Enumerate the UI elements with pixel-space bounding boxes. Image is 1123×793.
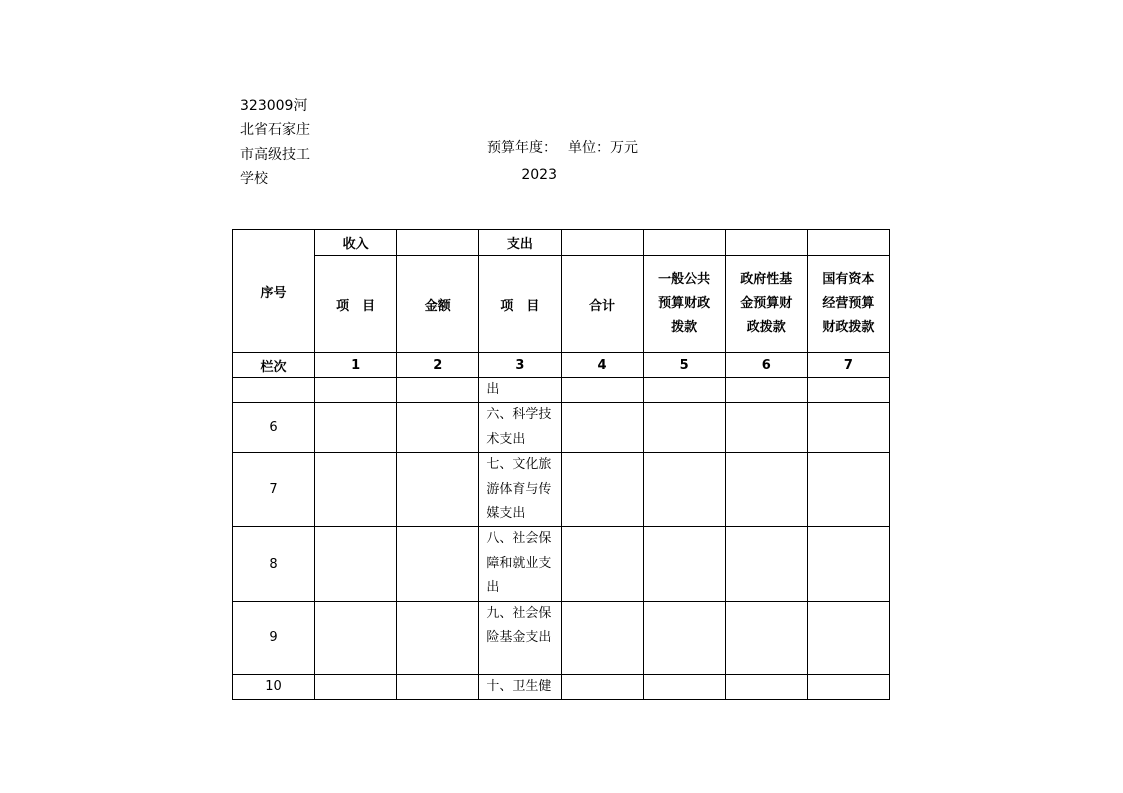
row-state-capital bbox=[807, 601, 889, 674]
row-general-public bbox=[643, 674, 725, 699]
row-exp-item: 六、科学技术支出 bbox=[479, 403, 561, 453]
row-state-capital bbox=[807, 378, 889, 403]
row-income-item bbox=[315, 378, 397, 403]
table-row bbox=[233, 453, 890, 527]
header-income-item: 项 目 bbox=[315, 256, 397, 353]
header-income-group: 收入 bbox=[315, 230, 397, 256]
column-index-row bbox=[233, 353, 890, 378]
table-row bbox=[233, 674, 890, 699]
row-income-item bbox=[315, 674, 397, 699]
table-row bbox=[233, 403, 890, 453]
header-empty-cell bbox=[397, 230, 479, 256]
header-expenditure-group: 支出 bbox=[479, 230, 561, 256]
row-seq bbox=[233, 378, 315, 403]
header-state-capital: 国有资本经营预算财政拨款 bbox=[822, 272, 875, 335]
row-amount bbox=[397, 378, 479, 403]
budget-year: 预算年度：2023 bbox=[487, 140, 557, 183]
unit-label: 单位：万元 bbox=[568, 140, 638, 156]
row-amount bbox=[397, 527, 479, 601]
row-seq: 6 bbox=[233, 403, 315, 453]
row-state-capital bbox=[807, 674, 889, 699]
row-seq: 8 bbox=[233, 527, 315, 601]
row-general-public bbox=[643, 527, 725, 601]
column-index-7: 7 bbox=[807, 353, 889, 378]
header-gov-fund-cell bbox=[725, 256, 807, 353]
row-gov-fund bbox=[725, 601, 807, 674]
row-total bbox=[561, 527, 643, 601]
row-gov-fund bbox=[725, 378, 807, 403]
header-general-public: 一般公共预算财政拨款 bbox=[658, 272, 711, 335]
row-total bbox=[561, 378, 643, 403]
column-index-6: 6 bbox=[725, 353, 807, 378]
row-state-capital bbox=[807, 403, 889, 453]
row-exp-item: 出 bbox=[479, 378, 561, 403]
row-income-item bbox=[315, 403, 397, 453]
row-total bbox=[561, 403, 643, 453]
row-amount bbox=[397, 453, 479, 527]
organization-name: 323009河北省石家庄市高级技工学校 bbox=[240, 98, 310, 188]
row-exp-item: 十、卫生健 bbox=[479, 674, 561, 699]
row-general-public bbox=[643, 378, 725, 403]
header-total: 合计 bbox=[561, 256, 643, 353]
column-index-3: 3 bbox=[479, 353, 561, 378]
header-seq: 序号 bbox=[233, 230, 315, 353]
table-row bbox=[233, 378, 890, 403]
header-gov-fund: 政府性基金预算财政拨款 bbox=[740, 272, 793, 335]
row-seq: 10 bbox=[233, 674, 315, 699]
row-exp-item: 八、社会保障和就业支出 bbox=[479, 527, 561, 601]
row-general-public bbox=[643, 403, 725, 453]
row-amount bbox=[397, 601, 479, 674]
header-empty-cell bbox=[561, 230, 643, 256]
budget-table bbox=[232, 229, 890, 700]
table-row bbox=[233, 601, 890, 674]
header-empty-cell bbox=[725, 230, 807, 256]
header-general-public-cell bbox=[643, 256, 725, 353]
row-state-capital bbox=[807, 527, 889, 601]
column-index-4: 4 bbox=[561, 353, 643, 378]
row-income-item bbox=[315, 527, 397, 601]
row-gov-fund bbox=[725, 527, 807, 601]
group-header-row bbox=[233, 230, 890, 256]
row-exp-item: 七、文化旅游体育与传媒支出 bbox=[479, 453, 561, 527]
row-exp-item: 九、社会保险基金支出 bbox=[479, 601, 561, 674]
row-seq: 9 bbox=[233, 601, 315, 674]
column-index-1: 1 bbox=[315, 353, 397, 378]
column-index-2: 2 bbox=[397, 353, 479, 378]
row-income-item bbox=[315, 453, 397, 527]
column-index-5: 5 bbox=[643, 353, 725, 378]
row-amount bbox=[397, 674, 479, 699]
row-state-capital bbox=[807, 453, 889, 527]
row-total bbox=[561, 601, 643, 674]
column-header-row bbox=[233, 256, 890, 353]
header-state-capital-cell bbox=[807, 256, 889, 353]
row-amount bbox=[397, 403, 479, 453]
header-amount: 金额 bbox=[397, 256, 479, 353]
row-general-public bbox=[643, 453, 725, 527]
row-income-item bbox=[315, 601, 397, 674]
row-gov-fund bbox=[725, 453, 807, 527]
row-general-public bbox=[643, 601, 725, 674]
row-seq: 7 bbox=[233, 453, 315, 527]
row-total bbox=[561, 453, 643, 527]
header-empty-cell bbox=[643, 230, 725, 256]
row-gov-fund bbox=[725, 674, 807, 699]
row-gov-fund bbox=[725, 403, 807, 453]
header-exp-item: 项 目 bbox=[479, 256, 561, 353]
table-row bbox=[233, 527, 890, 601]
column-index-label: 栏次 bbox=[233, 353, 315, 378]
header-empty-cell bbox=[807, 230, 889, 256]
row-total bbox=[561, 674, 643, 699]
